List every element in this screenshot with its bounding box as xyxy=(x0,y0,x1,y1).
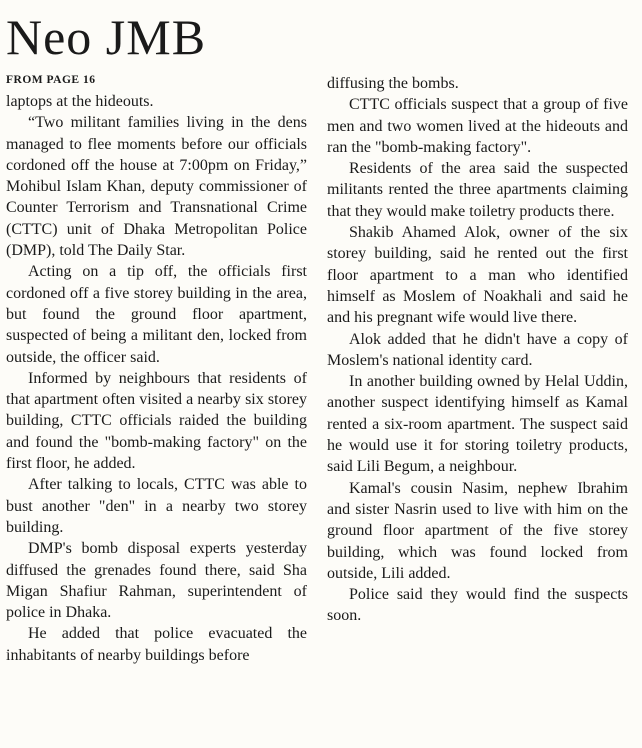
article-column-right xyxy=(327,73,628,627)
paragraph: In another building owned by Helal Uddin, another suspect identifying himself as Kamal rented a six-room apartment. The suspect said he would use it for storing toiletry products, said Lili Begum, a neighbour. xyxy=(327,373,628,476)
paragraph: Kamal's cousin Nasim, nephew Ibrahim and sister Nasrin used to live with him on the ground floor apartment of the five storey building, which was found locked from outside, Lili added. xyxy=(327,479,628,582)
jump-line: FROM PAGE 16 xyxy=(6,74,96,86)
paragraph: He added that police evacuated the inhabitants of nearby buildings before xyxy=(6,625,307,664)
paragraph: diffusing the bombs. xyxy=(327,75,459,92)
paragraph: CTTC officials suspect that a group of five men and two women lived at the hideouts and ran the "bomb-making factory". xyxy=(327,96,628,156)
paragraph: laptops at the hideouts. xyxy=(6,93,154,110)
article-column-left xyxy=(6,91,307,666)
paragraph: Alok added that he didn't have a copy of Moslem's national identity card. xyxy=(327,330,628,369)
paragraph: After talking to locals, CTTC was able to bust another "den" in a nearby two storey building. xyxy=(6,476,307,536)
paragraph: DMP's bomb disposal experts yesterday diffused the grenades found there, said Sha Migan Shafiur Rahman, superintendent of police in Dhaka. xyxy=(6,540,307,622)
paragraph: “Two militant families living in the dens managed to flee moments before our officials cordoned off the house at 7:00pm on Friday,” Mohibul Islam Khan, deputy commissioner of Counter Terrorism and Transnational Crime (CTTC) unit of Dhaka Metropolitan Police (DMP), told The Daily Star. xyxy=(6,114,307,260)
headline: Neo JMB xyxy=(6,9,207,65)
paragraph: Police said they would find the suspects soon. xyxy=(327,586,628,625)
paragraph: Shakib Ahamed Alok, owner of the six storey building, said he rented out the first floor apartment to a man who identified himself as Moslem of Noakhali and said he and his pregnant wife would live there. xyxy=(327,224,628,327)
paragraph: Informed by neighbours that residents of that apartment often visited a nearby six storey building, CTTC officials raided the building and found the "bomb-making factory" on the first floor, he added. xyxy=(6,369,307,473)
paragraph: Acting on a tip off, the officials first cordoned off a five storey building in the area, but found the ground floor apartment, suspected of being a militant den, locked from outside, the officer said. xyxy=(6,263,307,366)
paragraph: Residents of the area said the suspected militants rented the three apartments claiming that they would make toiletry products there. xyxy=(327,160,628,220)
